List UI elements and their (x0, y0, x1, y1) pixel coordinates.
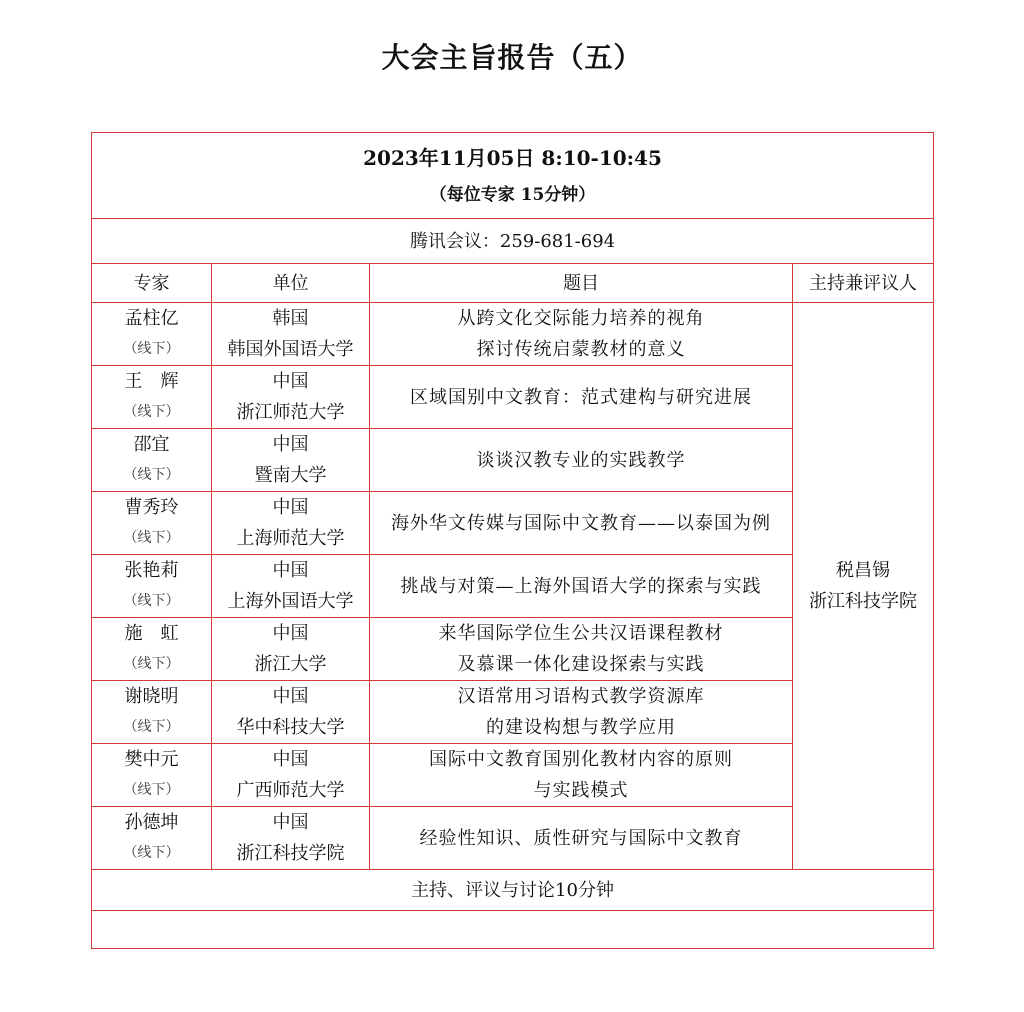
country: 中国 (272, 623, 309, 644)
attendance-mode: （线下） (123, 719, 180, 735)
unit-cell (212, 681, 370, 744)
expert-name: 王 辉 (124, 371, 179, 392)
topic-line-2: 及慕课一体化建设探索与实践 (457, 654, 705, 675)
header-unit: 单位 (212, 264, 370, 303)
expert-name: 曹秀玲 (124, 497, 179, 518)
expert-name: 孙德坤 (124, 812, 179, 833)
country: 中国 (272, 686, 309, 707)
session-row (92, 133, 934, 219)
organization: 韩国外国语大学 (227, 339, 354, 360)
expert-name: 施 虹 (124, 623, 179, 644)
unit-cell (212, 303, 370, 366)
header-topic: 题目 (370, 264, 793, 303)
schedule-table (91, 132, 934, 949)
organization: 广西师范大学 (236, 780, 345, 801)
expert-cell (92, 303, 212, 366)
unit-cell (212, 807, 370, 870)
host-organization: 浙江科技学院 (809, 591, 918, 612)
attendance-mode: （线下） (123, 845, 180, 861)
country: 中国 (272, 497, 309, 518)
session-cell (92, 133, 934, 219)
topic-cell (370, 555, 793, 618)
topic-line-1: 挑战与对策—上海外国语大学的探索与实践 (400, 575, 762, 597)
unit-cell (212, 744, 370, 807)
topic-line-2: 与实践模式 (533, 780, 629, 801)
expert-name: 孟柱亿 (124, 308, 179, 329)
organization: 浙江科技学院 (236, 843, 345, 864)
page-title: 大会主旨报告（五） (381, 41, 643, 74)
topic-cell (370, 303, 793, 366)
host-name: 税昌锡 (836, 560, 891, 581)
topic-cell (370, 492, 793, 555)
expert-name: 张艳莉 (124, 560, 179, 581)
session-note: （每位专家 15分钟） (429, 184, 596, 205)
meeting-id: 腾讯会议：259-681-694 (92, 219, 934, 264)
unit-cell (212, 618, 370, 681)
topic-cell (370, 807, 793, 870)
footer-row (92, 870, 934, 911)
topic-line-1: 谈谈汉教专业的实践教学 (476, 449, 686, 471)
expert-name: 谢晓明 (124, 686, 179, 707)
country: 中国 (272, 812, 309, 833)
topic-cell (370, 681, 793, 744)
unit-cell (212, 366, 370, 429)
footer-note: 主持、评议与讨论10分钟 (92, 870, 934, 911)
header-host: 主持兼评议人 (793, 264, 934, 303)
expert-name: 邵宜 (133, 434, 170, 455)
topic-line-1: 从跨文化交际能力培养的视角 (457, 308, 705, 329)
country: 中国 (272, 560, 309, 581)
topic-line-1: 汉语常用习语构式教学资源库 (457, 686, 705, 707)
expert-cell (92, 429, 212, 492)
expert-name: 樊中元 (124, 749, 179, 770)
expert-cell (92, 681, 212, 744)
organization: 上海师范大学 (236, 528, 345, 549)
organization: 华中科技大学 (236, 717, 345, 738)
unit-cell (212, 429, 370, 492)
topic-line-1: 经验性知识、质性研究与国际中文教育 (419, 827, 743, 849)
header-row (92, 264, 934, 303)
expert-cell (92, 807, 212, 870)
topic-cell (370, 618, 793, 681)
organization: 上海外国语大学 (227, 591, 354, 612)
topic-line-2: 的建设构想与教学应用 (486, 717, 676, 738)
meeting-row (92, 219, 934, 264)
topic-cell (370, 744, 793, 807)
host-cell (793, 303, 934, 870)
attendance-mode: （线下） (123, 530, 180, 546)
attendance-mode: （线下） (123, 404, 180, 420)
expert-cell (92, 744, 212, 807)
topic-cell (370, 429, 793, 492)
header-expert: 专家 (92, 264, 212, 303)
session-datetime: 2023年11月05日 8:10-10:45 (363, 145, 662, 170)
organization: 浙江大学 (254, 654, 327, 675)
topic-line-2: 探讨传统启蒙教材的意义 (476, 339, 686, 360)
attendance-mode: （线下） (123, 467, 180, 483)
topic-line-1: 来华国际学位生公共汉语课程教材 (438, 623, 724, 644)
topic-line-1: 国际中文教育国别化教材内容的原则 (429, 749, 733, 770)
topic-line-1: 海外华文传媒与国际中文教育——以泰国为例 (391, 512, 771, 534)
attendance-mode: （线下） (123, 341, 180, 357)
unit-cell (212, 492, 370, 555)
organization: 浙江师范大学 (236, 402, 345, 423)
organization: 暨南大学 (254, 465, 327, 486)
expert-cell (92, 618, 212, 681)
attendance-mode: （线下） (123, 656, 180, 672)
expert-cell (92, 555, 212, 618)
attendance-mode: （线下） (123, 593, 180, 609)
country: 中国 (272, 434, 309, 455)
country: 中国 (272, 749, 309, 770)
unit-cell (212, 555, 370, 618)
topic-line-1: 区域国别中文教育：范式建构与研究进展 (410, 386, 752, 408)
country: 韩国 (272, 308, 309, 329)
attendance-mode: （线下） (123, 782, 180, 798)
table-row (92, 303, 934, 366)
empty-cell (92, 911, 934, 949)
expert-cell (92, 366, 212, 429)
topic-cell (370, 366, 793, 429)
empty-row (92, 911, 934, 949)
country: 中国 (272, 371, 309, 392)
expert-cell (92, 492, 212, 555)
